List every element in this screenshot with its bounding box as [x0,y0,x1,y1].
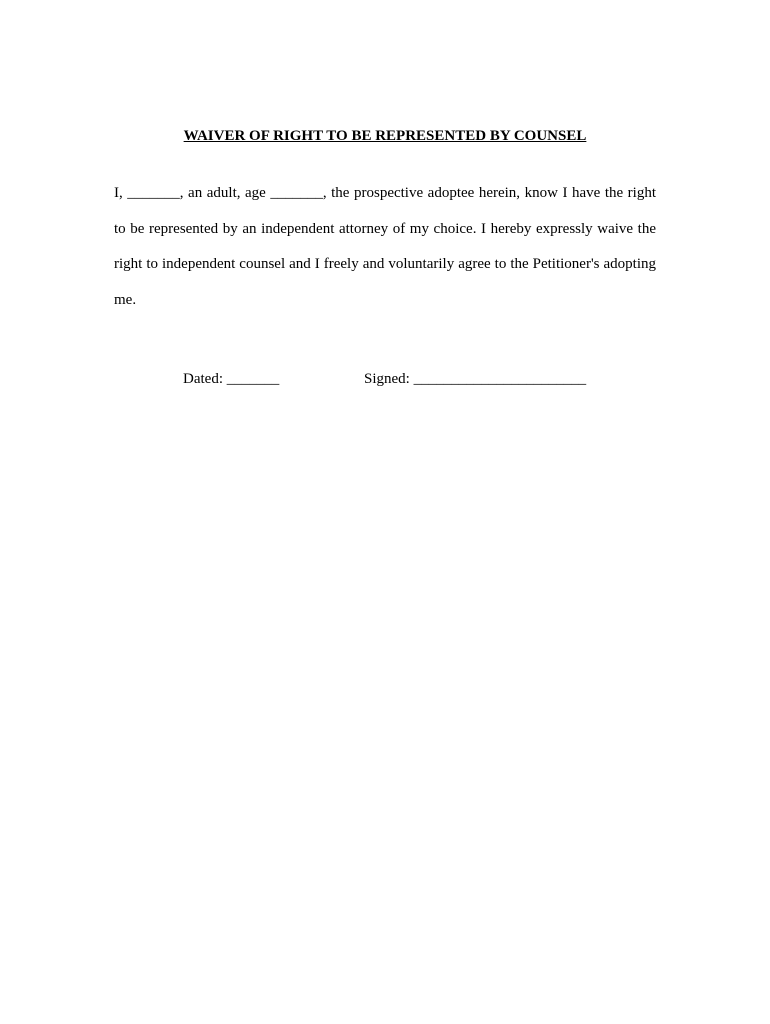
dated-line: Dated: _______ [183,371,280,387]
document-title: WAIVER OF RIGHT TO BE REPRESENTED BY COUNSEL [183,128,587,144]
waiver-paragraph: I, _______, an adult, age _______, the prospective adoptee herein, know I have the right to be represented by an independent attorney of my choice. I hereby expressly waive the right to independent counsel and I freely and voluntarily agree to the Petitioner's adopting me. [114,185,656,308]
signed-line: Signed: _______________________ [364,371,587,387]
